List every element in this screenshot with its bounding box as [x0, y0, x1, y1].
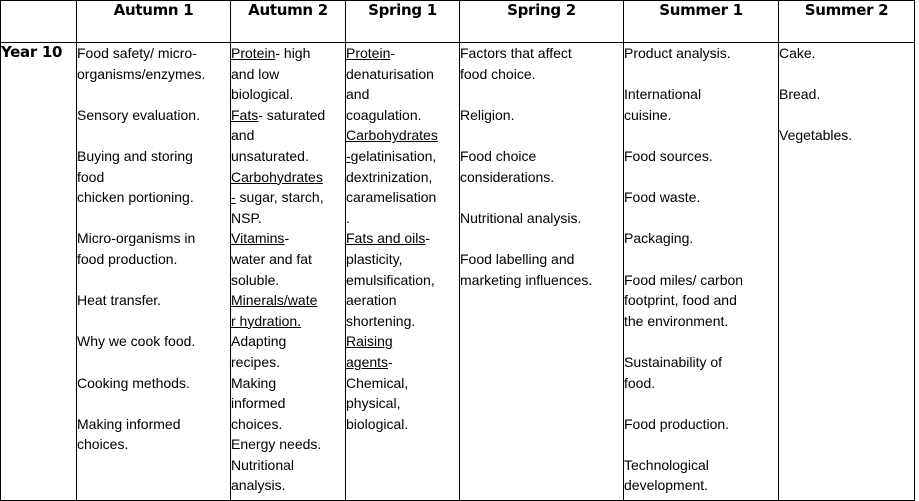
cell-text-line: [779, 43, 914, 64]
header-row: [1, 1, 915, 43]
underlined-topic: r hydration.: [231, 312, 302, 329]
cell-text-line: [231, 475, 345, 496]
cell-text-line: [624, 228, 778, 249]
cell-text-line: [779, 125, 914, 146]
cell-text-line: [460, 146, 623, 167]
cell-text-line: [77, 228, 230, 249]
underlined-topic: Carbohydrates: [346, 127, 438, 144]
topic-text: physical,: [346, 395, 401, 412]
topic-text: food.: [624, 374, 656, 391]
cell-text-line: [346, 187, 459, 208]
blank-line: [77, 311, 230, 332]
cell-text-line: [231, 105, 345, 126]
cell-text-line: [77, 434, 230, 455]
topic-text: Buying and storing: [77, 147, 193, 164]
cell-text-line: [231, 352, 345, 373]
topic-text: - saturated: [258, 106, 326, 123]
topic-text: Chemical,: [346, 374, 409, 391]
topic-text: -: [425, 230, 431, 247]
topic-text: Heat transfer.: [77, 292, 162, 309]
header-summer-2: Summer 2: [779, 1, 915, 43]
topic-text: analysis.: [231, 477, 286, 494]
topic-text: food: [77, 168, 105, 185]
topic-text: Nutritional analysis.: [460, 209, 582, 226]
topic-text: food production.: [77, 250, 178, 267]
topic-text: shortening.: [346, 312, 416, 329]
topic-text: Technological: [624, 456, 709, 473]
topic-text: -: [284, 230, 290, 247]
cell-text-line: [77, 43, 230, 64]
cell-text-line: [346, 352, 459, 373]
topic-text: biological.: [231, 86, 294, 103]
topic-text: Factors that affect: [460, 45, 572, 61]
cell-text-line: [77, 331, 230, 352]
topic-text: choices.: [231, 415, 283, 432]
header-spring-1: Spring 1: [346, 1, 460, 43]
blank-line: [624, 167, 778, 188]
header-corner: [1, 1, 77, 43]
topic-text: chicken portioning.: [77, 189, 194, 206]
cell-text-line: [624, 270, 778, 291]
topic-text: Food waste.: [624, 189, 701, 206]
topic-text: denaturisation: [346, 65, 434, 82]
topic-text: Nutritional: [231, 456, 295, 473]
topic-text: Sensory evaluation.: [77, 106, 200, 123]
cell-text-line: [346, 208, 459, 229]
cell-text-line: [460, 167, 623, 188]
blank-line: [624, 208, 778, 229]
cell-text-line: [231, 249, 345, 270]
topic-text: development.: [624, 477, 709, 494]
topic-text: and low: [231, 65, 280, 82]
topic-text: considerations.: [460, 168, 555, 185]
blank-line: [460, 228, 623, 249]
underlined-topic: -: [231, 189, 236, 206]
cell-text-line: [624, 43, 778, 64]
blank-line: [77, 84, 230, 105]
cell-text-line: [624, 187, 778, 208]
topic-text: Energy needs.: [231, 436, 322, 453]
underlined-topic: -: [346, 147, 351, 164]
cell-summer-2: [779, 43, 915, 501]
cell-text-line: [231, 311, 345, 332]
topic-text: cuisine.: [624, 106, 672, 123]
cell-text-line: [346, 228, 459, 249]
blank-line: [77, 208, 230, 229]
topic-text: food choice.: [460, 65, 536, 82]
topic-text: the environment.: [624, 312, 729, 329]
cell-text-line: [77, 373, 230, 394]
cell-text-line: [346, 393, 459, 414]
cell-text-line: [346, 290, 459, 311]
row-label-year-10: Year 10: [1, 43, 77, 501]
cell-text-line: [77, 290, 230, 311]
cell-text-line: [460, 208, 623, 229]
cell-text-line: [231, 146, 345, 167]
topic-text: unsaturated.: [231, 147, 309, 164]
blank-line: [77, 125, 230, 146]
cell-text-line: [460, 249, 623, 270]
underlined-topic: Protein: [346, 45, 391, 61]
blank-line: [624, 393, 778, 414]
cell-text-line: [231, 43, 345, 64]
cell-text-line: [346, 249, 459, 270]
cell-text-line: [77, 167, 230, 188]
topic-text: Religion.: [460, 106, 515, 123]
cell-text-line: [231, 125, 345, 146]
underlined-topic: agents: [346, 353, 389, 370]
topic-text: recipes.: [231, 353, 281, 370]
cell-text-line: [231, 64, 345, 85]
cell-autumn-2: [231, 43, 346, 501]
cell-text-line: [346, 373, 459, 394]
underlined-topic: Protein: [231, 45, 276, 61]
year-10-row: [1, 43, 915, 501]
topic-text: Food safety/ micro-: [77, 45, 197, 61]
topic-text: International: [624, 86, 702, 103]
cell-text-line: [346, 84, 459, 105]
header-autumn-1: Autumn 1: [77, 1, 231, 43]
topic-text: sugar, starch,: [235, 189, 324, 206]
topic-text: Product analysis.: [624, 45, 731, 61]
cell-text-line: [346, 105, 459, 126]
topic-text: marketing influences.: [460, 271, 593, 288]
topic-text: Making informed: [77, 415, 181, 432]
cell-text-line: [231, 414, 345, 435]
blank-line: [624, 249, 778, 270]
topic-text: dextrinization,: [346, 168, 433, 185]
cell-text-line: [624, 84, 778, 105]
topic-text: coagulation.: [346, 106, 422, 123]
topic-text: Why we cook food.: [77, 333, 196, 350]
blank-line: [779, 64, 914, 85]
cell-text-line: [779, 84, 914, 105]
topic-text: Cake.: [779, 45, 816, 61]
blank-line: [624, 64, 778, 85]
topic-text: water and fat: [231, 250, 312, 267]
cell-summer-1: [624, 43, 779, 501]
cell-text-line: [231, 455, 345, 476]
cell-text-line: [346, 167, 459, 188]
cell-text-line: [624, 105, 778, 126]
cell-text-line: [624, 475, 778, 496]
topic-text: aeration: [346, 292, 397, 309]
topic-text: Food sources.: [624, 147, 713, 164]
topic-text: caramelisation: [346, 189, 437, 206]
blank-line: [779, 105, 914, 126]
topic-text: Micro-organisms in: [77, 230, 196, 247]
topic-text: gelatinisation,: [350, 147, 437, 164]
topic-text: organisms/enzymes.: [77, 65, 206, 82]
cell-text-line: [624, 414, 778, 435]
cell-text-line: [231, 434, 345, 455]
cell-spring-2: [460, 43, 624, 501]
cell-text-line: [346, 64, 459, 85]
underlined-topic: Fats and oils: [346, 230, 426, 247]
underlined-topic: Vitamins: [231, 230, 285, 247]
cell-text-line: [77, 187, 230, 208]
cell-text-line: [77, 105, 230, 126]
topic-text: choices.: [77, 436, 129, 453]
topic-text: Packaging.: [624, 230, 694, 247]
cell-text-line: [346, 125, 459, 146]
blank-line: [460, 125, 623, 146]
topic-text: footprint, food and: [624, 292, 737, 309]
blank-line: [624, 125, 778, 146]
cell-text-line: [231, 290, 345, 311]
topic-text: plasticity,: [346, 250, 403, 267]
blank-line: [624, 331, 778, 352]
cell-text-line: [231, 393, 345, 414]
blank-line: [77, 393, 230, 414]
cell-text-line: [77, 146, 230, 167]
topic-text: soluble.: [231, 271, 280, 288]
topic-text: Food production.: [624, 415, 730, 432]
blank-line: [77, 352, 230, 373]
topic-text: Cooking methods.: [77, 374, 190, 391]
topic-text: Adapting: [231, 333, 287, 350]
header-spring-2: Spring 2: [460, 1, 624, 43]
topic-text: Sustainability of: [624, 353, 723, 370]
topic-text: -: [388, 353, 393, 370]
underlined-topic: Raising: [346, 333, 393, 350]
cell-text-line: [346, 331, 459, 352]
underlined-topic: Carbohydrates: [231, 168, 323, 185]
cell-text-line: [460, 43, 623, 64]
cell-text-line: [346, 311, 459, 332]
topic-text: and: [231, 127, 255, 144]
cell-text-line: [346, 146, 459, 167]
blank-line: [624, 434, 778, 455]
cell-text-line: [624, 146, 778, 167]
topic-text: Food choice: [460, 147, 537, 164]
topic-text: Food miles/ carbon: [624, 271, 744, 288]
cell-text-line: [346, 270, 459, 291]
topic-text: - high: [275, 45, 311, 61]
cell-text-line: [231, 84, 345, 105]
cell-text-line: [77, 64, 230, 85]
underlined-topic: Minerals/wate: [231, 292, 318, 309]
topic-text: biological.: [346, 415, 409, 432]
cell-text-line: [231, 208, 345, 229]
header-autumn-2: Autumn 2: [231, 1, 346, 43]
cell-text-line: [231, 187, 345, 208]
header-summer-1: Summer 1: [624, 1, 779, 43]
topic-text: -: [390, 45, 396, 61]
cell-text-line: [624, 311, 778, 332]
cell-text-line: [231, 373, 345, 394]
cell-text-line: [624, 290, 778, 311]
topic-text: Bread.: [779, 86, 821, 103]
cell-text-line: [231, 270, 345, 291]
underlined-topic: Fats: [231, 106, 259, 123]
topic-text: Making: [231, 374, 277, 391]
cell-text-line: [624, 352, 778, 373]
blank-line: [77, 270, 230, 291]
cell-text-line: [624, 373, 778, 394]
topic-text: and: [346, 86, 370, 103]
cell-text-line: [624, 455, 778, 476]
cell-text-line: [231, 331, 345, 352]
blank-line: [460, 84, 623, 105]
cell-autumn-1: [77, 43, 231, 501]
topic-text: .: [346, 209, 350, 226]
cell-text-line: [346, 414, 459, 435]
topic-text: NSP.: [231, 209, 262, 226]
cell-spring-1: [346, 43, 460, 501]
cell-text-line: [77, 249, 230, 270]
topic-text: Food labelling and: [460, 250, 575, 267]
topic-text: emulsification,: [346, 271, 435, 288]
cell-text-line: [346, 43, 459, 64]
topic-text: Vegetables.: [779, 127, 853, 144]
topic-text: informed: [231, 395, 286, 412]
cell-text-line: [460, 270, 623, 291]
cell-text-line: [231, 167, 345, 188]
blank-line: [460, 187, 623, 208]
cell-text-line: [77, 414, 230, 435]
cell-text-line: [231, 228, 345, 249]
cell-text-line: [460, 64, 623, 85]
cell-text-line: [460, 105, 623, 126]
